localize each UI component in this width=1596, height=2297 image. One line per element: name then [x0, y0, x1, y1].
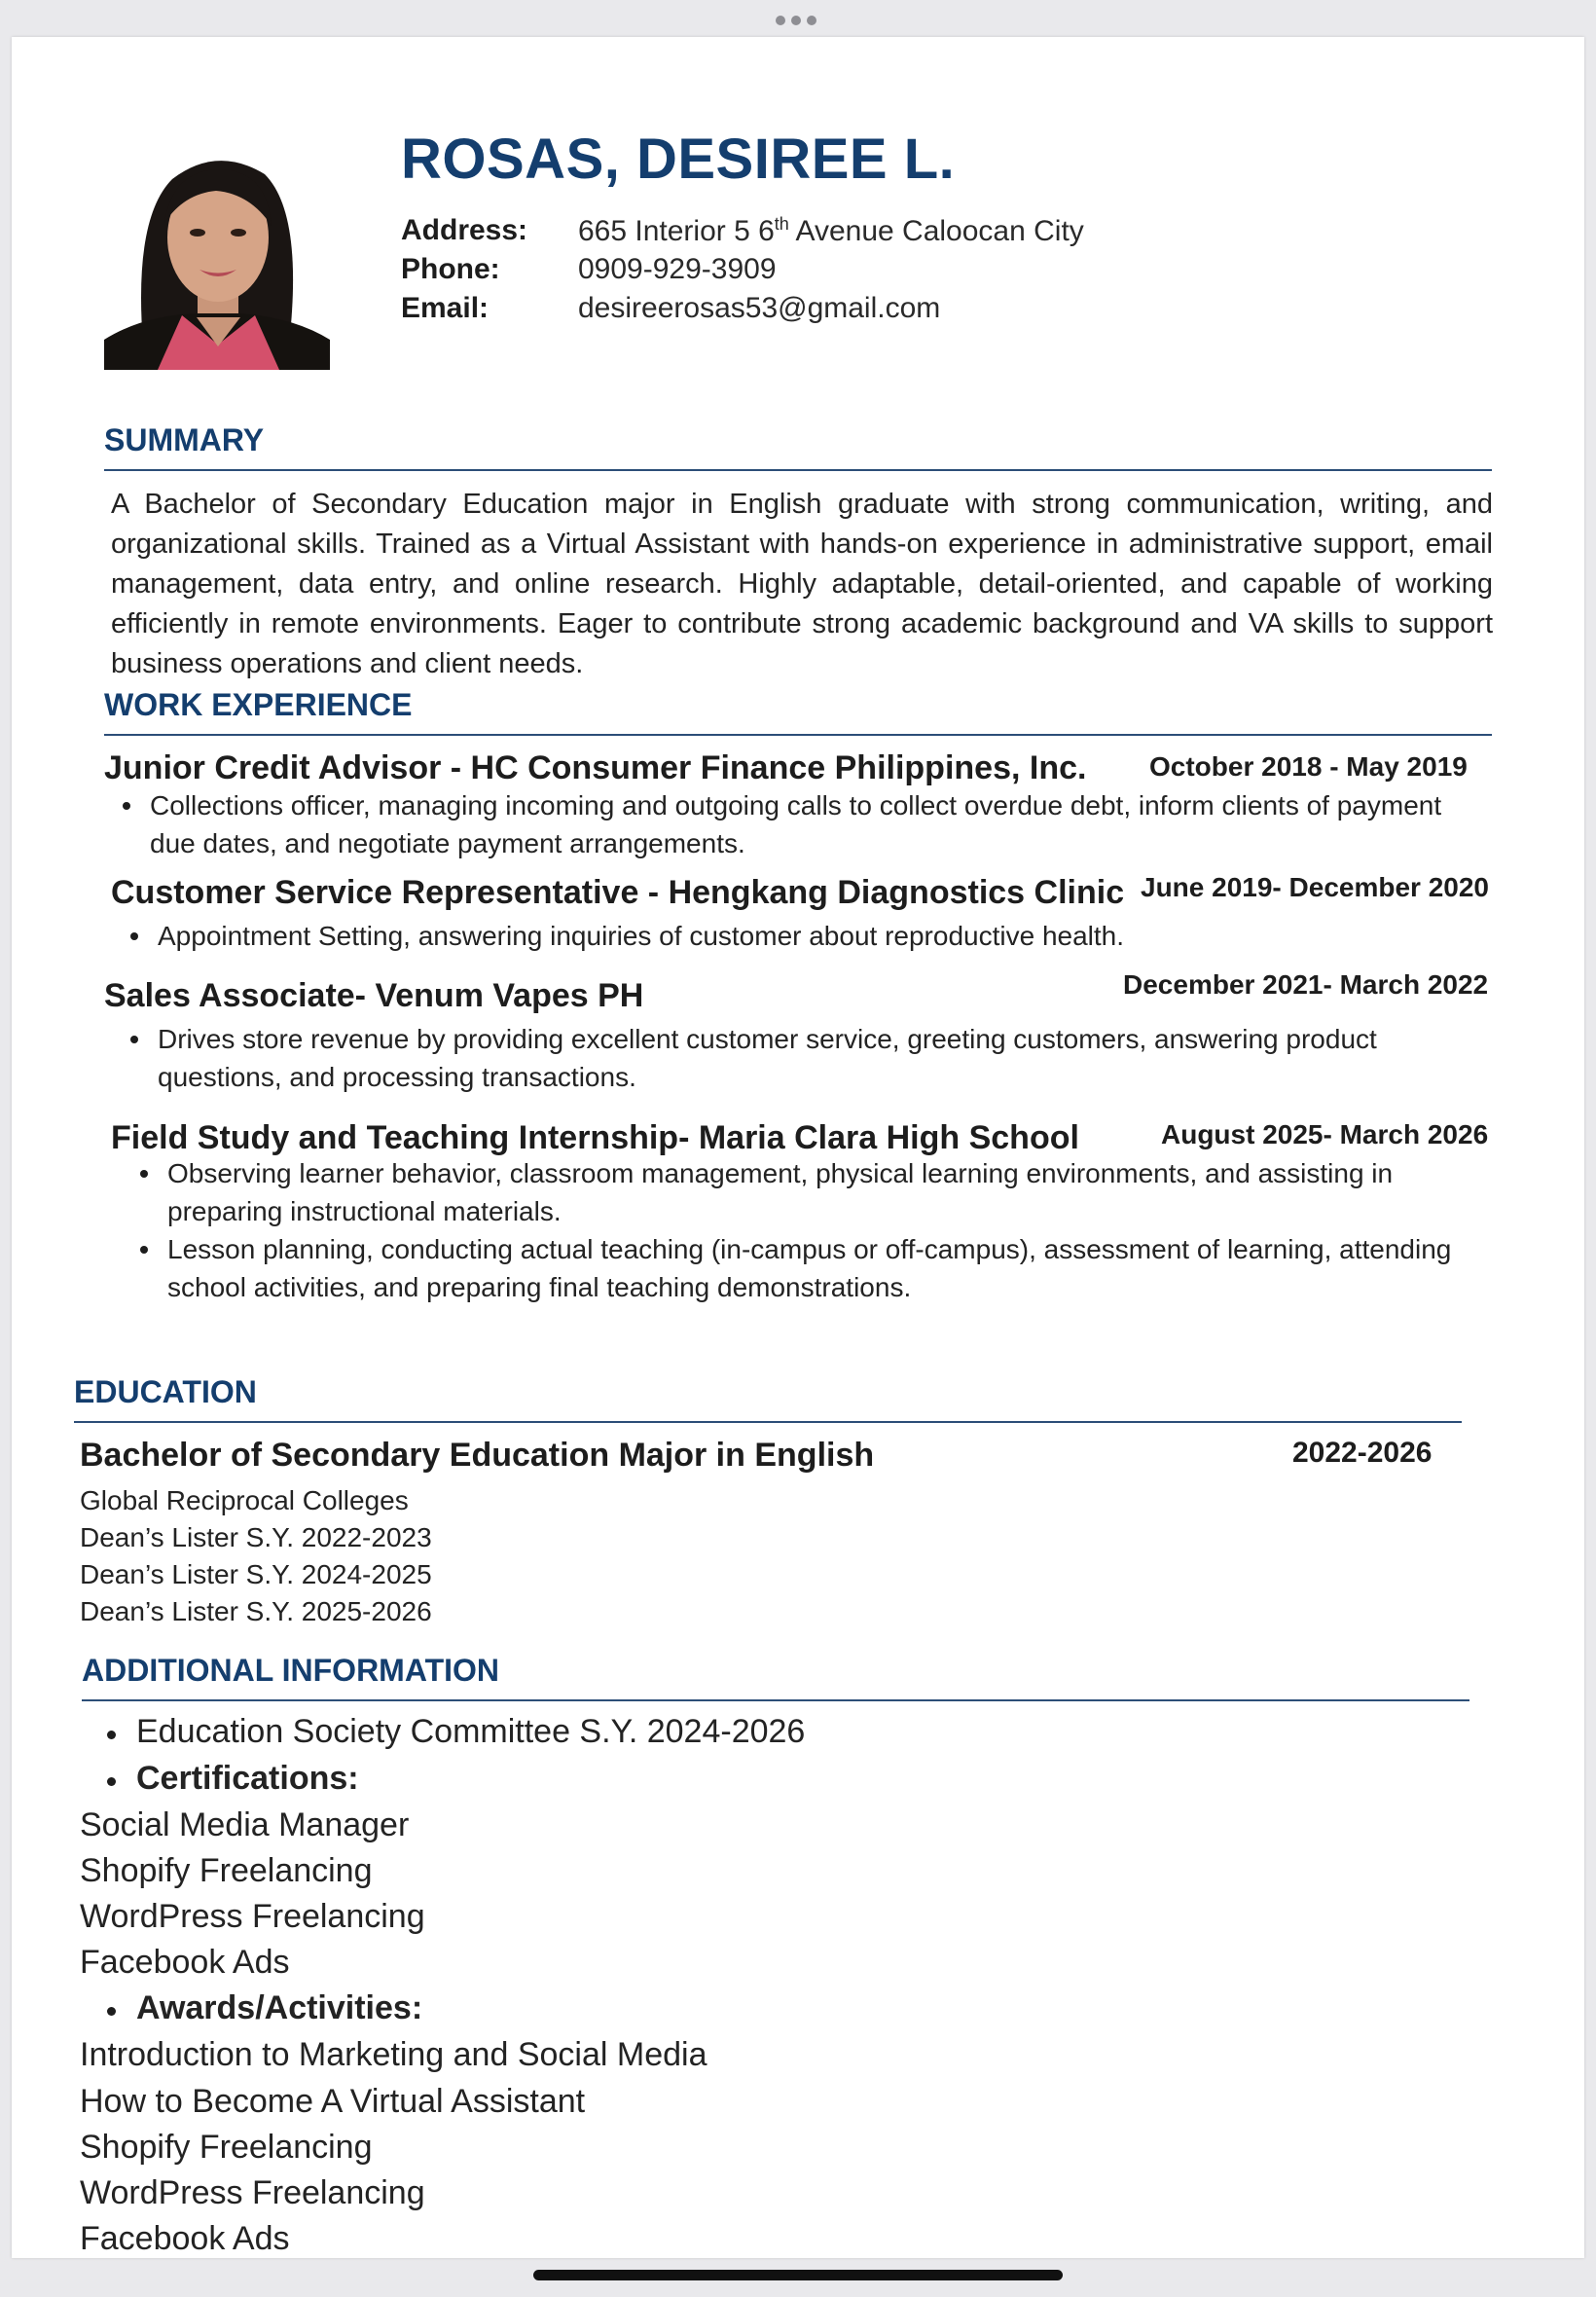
job-dates: October 2018 - May 2019	[1149, 751, 1468, 782]
education-line: Dean’s Lister S.Y. 2024-2025	[80, 1559, 432, 1589]
resume-page	[12, 37, 1584, 2258]
job-title: Sales Associate- Venum Vapes PH	[104, 977, 644, 1014]
profile-photo	[104, 140, 330, 370]
certification-item: WordPress Freelancing	[80, 1898, 425, 1935]
certification-item: Facebook Ads	[80, 1944, 290, 1981]
certifications-heading: Certifications:	[136, 1760, 359, 1797]
job-title: Junior Credit Advisor - HC Consumer Finance Philippines, Inc.	[104, 749, 1087, 786]
job-title: Customer Service Representative - Hengkang Diagnostics Clinic	[111, 874, 1125, 911]
award-item: Shopify Freelancing	[80, 2129, 373, 2166]
education-line: Dean’s Lister S.Y. 2025-2026	[80, 1596, 432, 1626]
additional-info-heading: ADDITIONAL INFORMATION	[82, 1653, 499, 1688]
phone-row	[401, 253, 777, 286]
award-item: Facebook Ads	[80, 2220, 290, 2257]
section-divider	[104, 469, 1492, 471]
summary-heading: SUMMARY	[104, 422, 265, 457]
education-heading: EDUCATION	[74, 1374, 257, 1409]
section-divider	[74, 1421, 1462, 1423]
address-superscript: th	[774, 214, 789, 234]
certification-item: Shopify Freelancing	[80, 1852, 373, 1889]
section-divider	[104, 734, 1492, 736]
dot-icon	[776, 16, 785, 25]
address-row	[401, 214, 1084, 248]
address-value	[578, 214, 1084, 248]
dot-icon	[791, 16, 801, 25]
dot-icon	[807, 16, 816, 25]
home-indicator[interactable]	[533, 2270, 1063, 2280]
work-experience-heading: WORK EXPERIENCE	[104, 687, 413, 722]
phone-value: 0909-929-3909	[578, 253, 777, 285]
job-dates: August 2025- March 2026	[1161, 1119, 1489, 1149]
email-label: Email:	[401, 292, 490, 324]
job-bullet: Drives store revenue by providing excellent customer service, greeting customers, answering product questions, and processing transactions.	[158, 1020, 1423, 1096]
awards-heading: Awards/Activities:	[136, 1989, 423, 2026]
job-bullet: Observing learner behavior, classroom management, physical learning environments, and assisting in preparing instructional materials.	[167, 1154, 1423, 1230]
award-item: Introduction to Marketing and Social Media	[80, 2036, 707, 2073]
award-item: How to Become A Virtual Assistant	[80, 2083, 586, 2120]
phone-label: Phone:	[401, 253, 500, 285]
candidate-name: ROSAS, DESIREE L.	[401, 128, 956, 191]
job-bullet: Appointment Setting, answering inquiries of customer about reproductive health.	[158, 917, 1452, 955]
degree-years: 2022-2026	[1292, 1437, 1433, 1469]
job-title: Field Study and Teaching Internship- Maria Clara High School	[111, 1119, 1079, 1156]
committee-item: Education Society Committee S.Y. 2024-2026	[136, 1713, 806, 1750]
section-divider	[82, 1699, 1469, 1701]
email-value: desireerosas53@gmail.com	[578, 292, 941, 324]
education-line: Global Reciprocal Colleges	[80, 1485, 409, 1515]
summary-text: A Bachelor of Secondary Education major in English graduate with strong communication, writing, and organizational skills. Trained as a Virtual Assistant with hands-on experience in administrative support, email management, data entry, and online research. Highly adaptable, detail-oriented, and capable of working efficiently in remote environments. Eager to contribute strong academic background and VA skills to support business operations and client needs.	[111, 489, 1493, 679]
address-label: Address:	[401, 214, 528, 246]
award-item: WordPress Freelancing	[80, 2174, 425, 2211]
email-row	[401, 292, 940, 325]
job-dates: June 2019- December 2020	[1141, 872, 1489, 902]
degree-title: Bachelor of Secondary Education Major in English	[80, 1437, 875, 1474]
job-bullet: Collections officer, managing incoming and outgoing calls to collect overdue debt, inform clients of payment due dates, and negotiate payment arrangements.	[150, 786, 1444, 862]
education-line: Dean’s Lister S.Y. 2022-2023	[80, 1522, 432, 1552]
window-options-dots[interactable]	[776, 16, 816, 25]
job-bullet: Lesson planning, conducting actual teaching (in-campus or off-campus), assessment of learning, attending school activities, and preparing final teaching demonstrations.	[167, 1230, 1471, 1306]
address-text: 665 Interior 5 6	[578, 215, 775, 247]
address-text-end: Avenue Caloocan City	[788, 215, 1084, 247]
certification-item: Social Media Manager	[80, 1806, 410, 1843]
job-dates: December 2021- March 2022	[1123, 969, 1489, 1000]
